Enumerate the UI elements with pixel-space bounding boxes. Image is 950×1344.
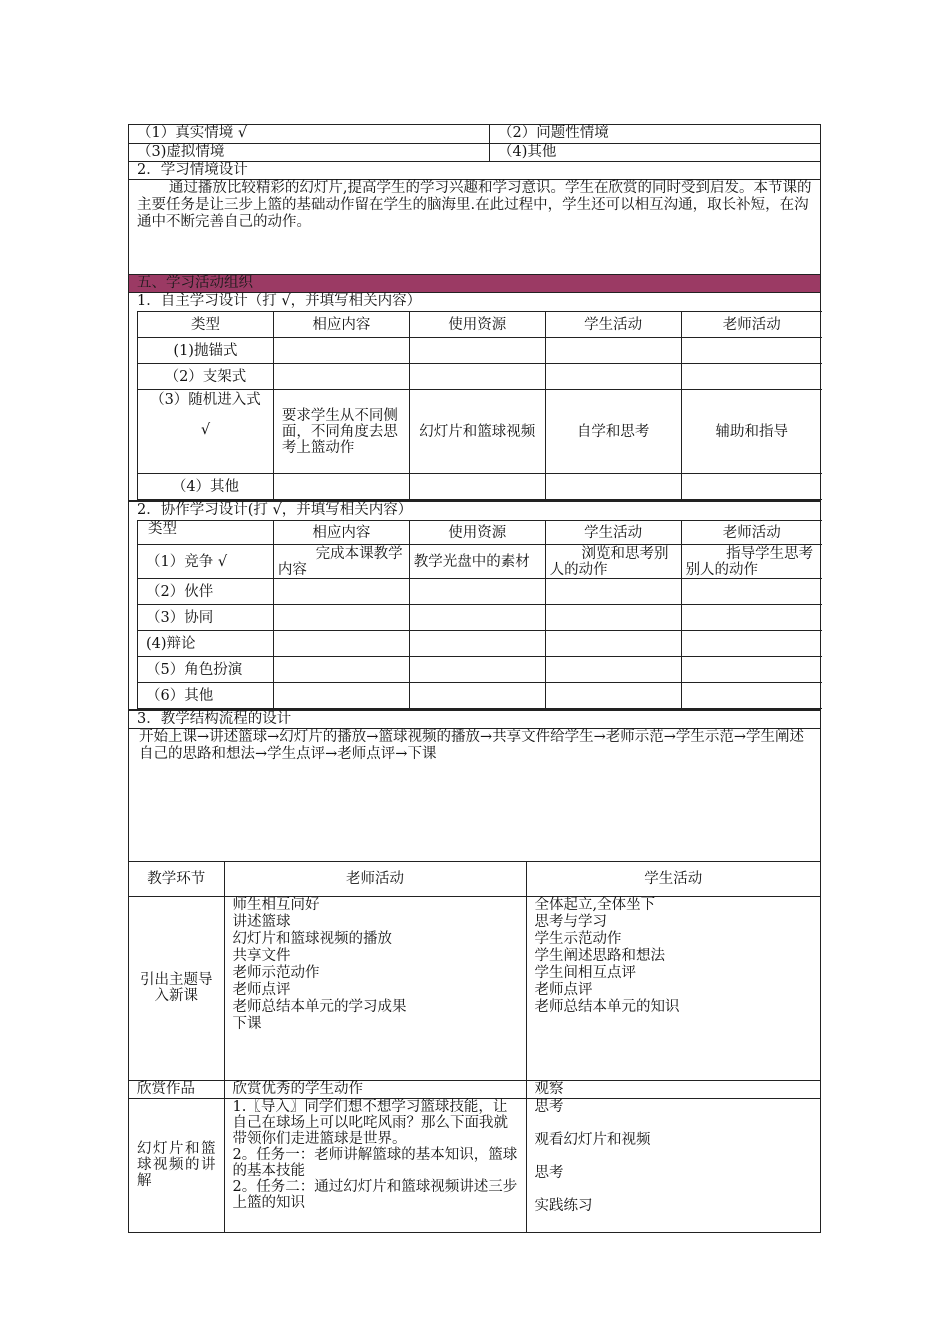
teacher-activity-cell: 师生相互问好 讲述篮球 幻灯片和篮球视频的播放 共享文件 老师示范动作 老师点评 老师总结本单元的学习成果 下课 bbox=[224, 896, 526, 1080]
stage-cell: 欣赏作品 bbox=[129, 1080, 224, 1098]
content-cell: 完成本课教学内容 bbox=[273, 545, 409, 579]
document bbox=[128, 124, 821, 1233]
col-header: 老师活动 bbox=[681, 521, 822, 545]
type-cell: （3）协同 bbox=[138, 605, 274, 631]
type-cell: （6）其他 bbox=[138, 683, 274, 709]
self-study-heading: 1．自主学习设计（打 √，并填写相关内容） bbox=[137, 293, 422, 309]
student-activity-cell: 思考 观看幻灯片和视频 思考 实践练习 bbox=[526, 1098, 820, 1232]
cooperative-table bbox=[137, 520, 822, 709]
stage-cell: 引出主题导入新课 bbox=[129, 896, 224, 1080]
type-cell: （2）伙伴 bbox=[138, 579, 274, 605]
section5-title: 五、学习活动组织 bbox=[129, 275, 820, 293]
col-header: 学生活动 bbox=[526, 862, 820, 896]
flow-heading: 3．教学结构流程的设计 bbox=[129, 711, 820, 729]
activity-organization-block bbox=[128, 275, 821, 501]
type-cell: （4）其他 bbox=[138, 474, 274, 500]
col-header: 老师活动 bbox=[224, 862, 526, 896]
self-study-table bbox=[137, 311, 822, 500]
situation-real: （1）真实情境 √ bbox=[137, 125, 248, 141]
student-activity-cell: 自学和思考 bbox=[545, 390, 681, 474]
process-table bbox=[129, 862, 820, 1232]
teacher-activity-cell: 1.〖导入〗同学们想不想学习篮球技能，让自己在球场上可以叱咤风雨？那么下面我就带领你们走进篮球是世界。 2。任务一：老师讲解篮球的基本知识，篮球的基本技能 2。任务二：通过幻灯片和篮球视频讲述三步上篮的知识 bbox=[224, 1098, 526, 1232]
process-block bbox=[128, 862, 821, 1233]
stage-cell: 幻灯片和篮球视频的讲解 bbox=[129, 1098, 224, 1232]
type-cell: （5）角色扮演 bbox=[138, 657, 274, 683]
learning-situation-text: 通过播放比较精彩的幻灯片,提高学生的学习兴趣和学习意识。学生在欣赏的同时受到启发。本节课的主要任务是让三步上篮的基础动作留在学生的脑海里.在此过程中，学生还可以相互沟通，取长补短，在沟通中不断完善自己的动作。 bbox=[137, 180, 812, 230]
teacher-activity-cell: 欣赏优秀的学生动作 bbox=[224, 1080, 526, 1098]
content-cell: 要求学生从不同侧面，不同角度去思考上篮动作 bbox=[273, 390, 409, 474]
cooperative-block bbox=[128, 501, 821, 710]
situation-other: （4)其他 bbox=[489, 144, 820, 161]
col-header: 老师活动 bbox=[681, 312, 822, 338]
learning-situation-heading: 2．学习情境设计 bbox=[129, 162, 820, 180]
teacher-activity-cell: 指导学生思考别人的动作 bbox=[681, 545, 822, 579]
learning-situation-block bbox=[128, 162, 821, 275]
student-activity-cell: 全体起立,全体坐下 思考与学习 学生示范动作 学生阐述思路和想法 学生间相互点评 老师点评 老师总结本单元的知识 bbox=[526, 896, 820, 1080]
col-header: 学生活动 bbox=[545, 521, 681, 545]
cooperative-heading: 2．协作学习设计(打 √，并填写相关内容） bbox=[137, 502, 413, 518]
type-cell: (1)抛锚式 bbox=[138, 338, 274, 364]
check-mark: √ bbox=[200, 422, 211, 438]
resource-cell: 幻灯片和篮球视频 bbox=[409, 390, 545, 474]
col-header: 使用资源 bbox=[409, 521, 545, 545]
type-cell: （3）随机进入式 √ bbox=[138, 390, 274, 474]
col-header: 相应内容 bbox=[273, 521, 409, 545]
col-header: 类型 bbox=[138, 312, 274, 338]
flow-text: 开始上课→讲述篮球→幻灯片的播放→篮球视频的播放→共享文件给学生→老师示范→学生示范→学生阐述自己的思路和想法→学生点评→老师点评→下课 bbox=[139, 729, 805, 762]
type-cell: (4)辩论 bbox=[138, 631, 274, 657]
type-cell: （1）竞争 √ bbox=[138, 545, 274, 579]
resource-cell: 教学光盘中的素材 bbox=[409, 545, 545, 579]
col-header: 类型 bbox=[138, 521, 274, 545]
teacher-activity-cell: 辅助和指导 bbox=[681, 390, 822, 474]
type-cell: （2）支架式 bbox=[138, 364, 274, 390]
col-header: 学生活动 bbox=[545, 312, 681, 338]
student-activity-cell: 观察 bbox=[526, 1080, 820, 1098]
situation-virtual: （3)虚拟情境 bbox=[137, 144, 225, 160]
col-header: 教学环节 bbox=[129, 862, 224, 896]
situation-type-block bbox=[128, 124, 821, 162]
col-header: 使用资源 bbox=[409, 312, 545, 338]
col-header: 相应内容 bbox=[273, 312, 409, 338]
student-activity-cell: 浏览和思考别人的动作 bbox=[545, 545, 681, 579]
teaching-flow-block bbox=[128, 710, 821, 862]
situation-problem: （2）问题性情境 bbox=[489, 125, 820, 143]
